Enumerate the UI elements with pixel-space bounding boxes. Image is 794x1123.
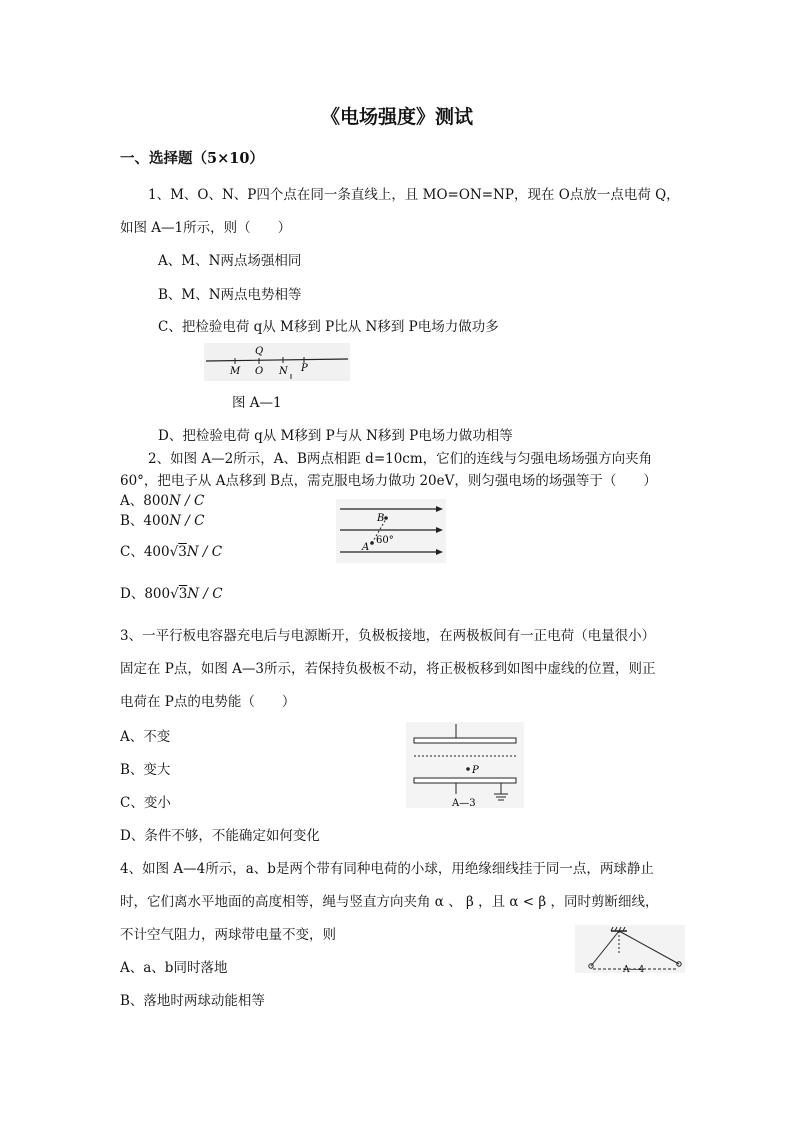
q4-line3: 不计空气阻力，两球带电量不变，则 bbox=[120, 927, 336, 943]
q2-a-value: A、800 bbox=[120, 493, 170, 509]
q2-b-value: B、400 bbox=[120, 513, 170, 529]
q2-c-root: 3 bbox=[178, 544, 187, 560]
q2-a-unit: N / C bbox=[169, 493, 205, 509]
label-n: N bbox=[279, 366, 288, 377]
q3-option-c: C、变小 bbox=[120, 795, 171, 811]
figure-a3-caption: A—3 bbox=[452, 798, 476, 808]
q3-line1: 3、一平行板电容器充电后与电源断开，负极板接地，在两极板间有一正电荷（电量很小） bbox=[120, 628, 656, 644]
q1-option-c: C、把检验电荷 q从 M移到 P比从 N移到 P电场力做功多 bbox=[158, 319, 499, 335]
label-o: O bbox=[255, 366, 264, 377]
sqrt-sign: √ bbox=[170, 586, 179, 602]
q2-option-c bbox=[120, 543, 222, 561]
label-60deg: 60° bbox=[376, 535, 394, 546]
q2-b-unit: N / C bbox=[169, 513, 205, 529]
q1-option-b: B、M、N两点电势相等 bbox=[158, 287, 302, 303]
q4-line2: 时，它们离水平地面的高度相等，绳与竖直方向夹角 α 、 β ，且 α < β ，同时剪断细线， bbox=[120, 894, 659, 910]
q2-option-b bbox=[120, 512, 204, 530]
q3-option-a: A、不变 bbox=[120, 729, 171, 745]
page-title: 《电场强度》测试 bbox=[320, 106, 473, 128]
q3-line3: 电荷在 P点的电势能（ ） bbox=[120, 694, 296, 710]
q4-option-a: A、a、b同时落地 bbox=[120, 960, 228, 976]
label-b: B bbox=[377, 513, 385, 524]
figure-a1-caption: 图 A—1 bbox=[232, 395, 282, 411]
q1-line2: 如图 A—1所示，则（ ） bbox=[120, 220, 292, 236]
label-m: M bbox=[230, 366, 241, 377]
q3-line2: 固定在 P点，如图 A—3所示，若保持负极板不动，将正极板移到如图中虚线的位置，则正 bbox=[120, 661, 656, 677]
figure-a2 bbox=[336, 499, 446, 563]
q1-line1: 1、M、O、N、P四个点在同一条直线上，且 MO=ON=NP，现在 O点放一点电荷 Q， bbox=[148, 187, 680, 203]
q2-d-value: D、800 bbox=[120, 586, 171, 602]
label-a: A bbox=[362, 542, 370, 553]
q2-option-a bbox=[120, 492, 204, 510]
q4-line1: 4、如图 A—4所示，a、b是两个带有同种电荷的小球，用绝缘细线挂于同一点，两球静止 bbox=[120, 861, 654, 877]
q2-d-unit: N / C bbox=[187, 586, 223, 602]
q3-option-d: D、条件不够，不能确定如何变化 bbox=[120, 828, 320, 844]
figure-a3 bbox=[406, 722, 524, 808]
q2-line1: 2、如图 A—2所示，A、B两点相距 d=10cm，它们的连线与匀强电场场强方向夹角 bbox=[148, 451, 653, 467]
q1-option-a: A、M、N两点场强相同 bbox=[158, 253, 302, 269]
label-p: P bbox=[472, 765, 479, 776]
q1-option-d: D、把检验电荷 q从 M移到 P与从 N移到 P电场力做功相等 bbox=[158, 428, 513, 444]
q2-line2: 60°，把电子从 A点移到 B点，需克服电场力做功 20eV，则匀强电场的场强等于（ ） bbox=[120, 473, 657, 489]
figure-a4 bbox=[575, 925, 685, 973]
q2-c-unit: N / C bbox=[186, 544, 223, 560]
q2-c-value: C、400 bbox=[120, 544, 170, 560]
q2-option-d bbox=[120, 585, 223, 603]
q2-d-root: 3 bbox=[178, 586, 188, 602]
label-p: P bbox=[301, 363, 308, 374]
section-heading: 一、选择题（5×10） bbox=[120, 150, 264, 167]
q3-option-b: B、变大 bbox=[120, 762, 171, 778]
q4-option-b: B、落地时两球动能相等 bbox=[120, 993, 265, 1009]
label-q: Q bbox=[255, 346, 264, 357]
figure-a1 bbox=[204, 343, 350, 381]
sqrt-sign: √ bbox=[169, 544, 179, 560]
figure-a4-caption: A—4 bbox=[623, 965, 645, 973]
